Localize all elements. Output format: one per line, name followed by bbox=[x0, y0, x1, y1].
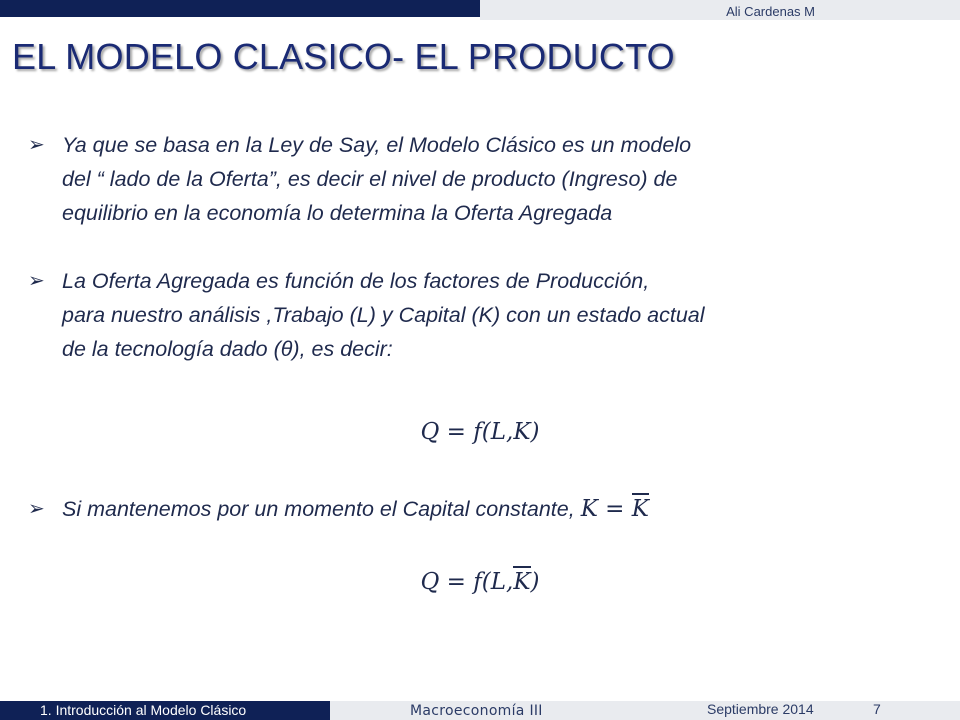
spacer bbox=[26, 230, 946, 264]
formula-2-bar: K bbox=[513, 566, 530, 595]
author-name: Ali Cardenas M bbox=[726, 4, 815, 19]
header-bar-right bbox=[480, 0, 960, 20]
bullet-2-line-3: de la tecnología dado (θ), es decir: bbox=[62, 337, 393, 361]
arrow-bullet-icon: ➢ bbox=[28, 134, 45, 156]
footer-course: Macroeconomía III bbox=[410, 703, 543, 719]
formula-2-suffix: ) bbox=[530, 569, 540, 595]
bullet-3-text: Si mantenemos por un momento el Capital constante, bbox=[62, 497, 575, 521]
slide-title: EL MODELO CLASICO- EL PRODUCTO bbox=[12, 36, 675, 77]
bullet-1-line-1: Ya que se basa en la Ley de Say, el Modelo Clásico es un modelo bbox=[62, 133, 692, 157]
production-function-formula: Q = f(L,K) bbox=[420, 419, 540, 445]
footer-section: 1. Introducción al Modelo Clásico bbox=[40, 702, 247, 718]
footer-date: Septiembre 2014 bbox=[707, 701, 814, 717]
bullet-2 bbox=[26, 264, 946, 366]
production-function-fixed-capital bbox=[0, 569, 960, 595]
arrow-bullet-icon: ➢ bbox=[28, 498, 45, 520]
bullet-3 bbox=[26, 492, 946, 526]
arrow-bullet-icon: ➢ bbox=[28, 270, 45, 292]
bullet-2-line-2: para nuestro análisis ,Trabajo (L) y Capital (K) con un estado actual bbox=[62, 303, 705, 327]
header-bar-left bbox=[0, 0, 480, 17]
bullet-1 bbox=[26, 128, 946, 230]
capital-equation-lhs: K = bbox=[580, 496, 632, 522]
formula-2-prefix: Q = f(L, bbox=[420, 569, 514, 595]
capital-bar-symbol: K bbox=[632, 493, 649, 522]
bullet-1-line-3: equilibrio en la economía lo determina la Oferta Agregada bbox=[62, 201, 613, 225]
bullet-1-line-2: del “ lado de la Oferta”, es decir el nivel de producto (Ingreso) de bbox=[62, 167, 678, 191]
page-number: 7 bbox=[873, 701, 881, 717]
bullet-3-wrapper bbox=[26, 492, 946, 526]
slide-content bbox=[26, 128, 946, 366]
bullet-2-line-1: La Oferta Agregada es función de los factores de Producción, bbox=[62, 269, 650, 293]
